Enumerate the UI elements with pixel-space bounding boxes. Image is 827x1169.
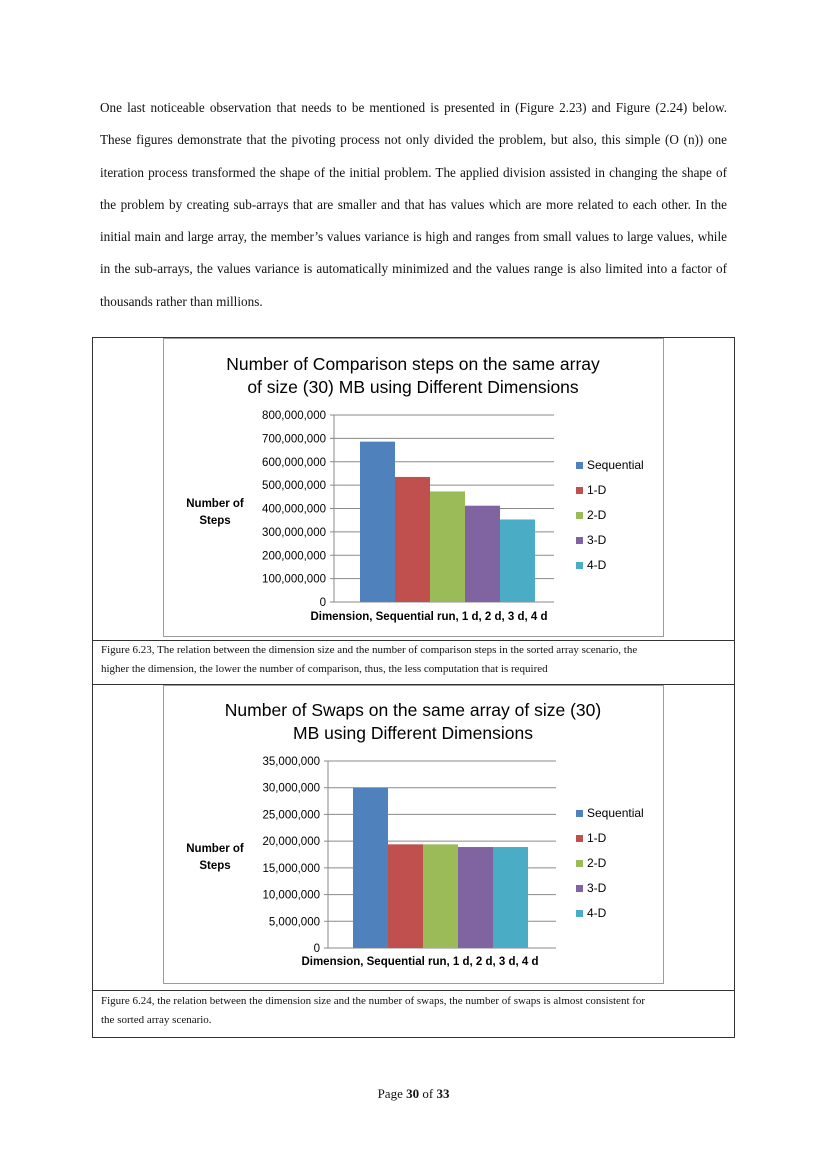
legend-label: 2-D [587, 856, 607, 870]
figure-table [92, 337, 735, 1038]
y-tick-label: 15,000,000 [262, 862, 320, 875]
y-axis-label: Number of [186, 843, 244, 855]
y-tick-label: 10,000,000 [262, 889, 320, 902]
y-tick-label: 500,000,000 [262, 480, 326, 493]
y-tick-label: 0 [313, 943, 320, 955]
y-tick-label: 600,000,000 [262, 456, 326, 469]
y-tick-label: 700,000,000 [262, 433, 326, 446]
chart-title: Number of Swaps on the same array of size (30) [224, 700, 602, 720]
footer-page-number: 30 [406, 1086, 420, 1101]
bar-2-d [430, 491, 465, 602]
bar-3-d [458, 847, 493, 948]
footer-page-total: 33 [436, 1086, 450, 1101]
legend-swatch [576, 835, 583, 842]
legend-swatch [576, 562, 583, 569]
comparison-chart [163, 338, 664, 637]
y-tick-label: 20,000,000 [262, 836, 320, 849]
legend-label: 4-D [587, 558, 607, 572]
legend-swatch [576, 810, 583, 817]
legend-swatch [576, 512, 583, 519]
legend-swatch [576, 910, 583, 917]
legend-swatch [576, 885, 583, 892]
y-tick-label: 800,000,000 [262, 410, 326, 422]
body-paragraph [100, 92, 727, 318]
swaps-chart-svg [164, 686, 663, 983]
x-axis-label: Dimension, Sequential run, 1 d, 2 d, 3 d, 4 d [310, 611, 548, 623]
y-tick-label: 100,000,000 [262, 573, 326, 586]
legend-swatch [576, 487, 583, 494]
figure-caption-6-23 [101, 641, 728, 679]
body-paragraph-text: One last noticeable observation that needs to be mentioned is presented in (Figure 2.23) and Figure (2.24) below. These figures demonstrate that the pivoting process not only divided the problem, but also, this simple (O (n)) one iteration process transformed the shape of the initial problem. The applied division assisted in changing the shape of the problem by creating sub-arrays that are smaller and that has values which are more related to each other. In the initial main and large array, the member’s values variance is high and ranges from small values to large values, while in the sub-arrays, the values variance is automatically minimized and the values range is also limited into a factor of thousands rather than millions. [100, 100, 727, 309]
chart-title: of size (30) MB using Different Dimensions [247, 377, 579, 397]
bar-4-d [500, 519, 535, 602]
bar-sequential [353, 788, 388, 948]
bar-1-d [395, 477, 430, 602]
y-tick-label: 300,000,000 [262, 526, 326, 539]
y-tick-label: 25,000,000 [262, 809, 320, 822]
caption-line: Figure 6.24, the relation between the dimension size and the number of swaps, the number of swaps is almost consistent for [101, 995, 646, 1007]
caption-line: higher the dimension, the lower the number of comparison, thus, the less computation that is required [101, 663, 548, 675]
bar-3-d [465, 506, 500, 602]
comparison-chart-svg [164, 339, 663, 636]
legend-label: Sequential [587, 806, 644, 820]
legend-label: 1-D [587, 831, 607, 845]
figure-caption-6-24 [101, 992, 728, 1030]
y-axis-label: Number of [186, 498, 244, 510]
caption-line: the sorted array scenario. [101, 1014, 212, 1026]
legend-label: Sequential [587, 458, 644, 472]
y-tick-label: 0 [319, 597, 326, 609]
y-tick-label: 400,000,000 [262, 503, 326, 516]
swaps-chart [163, 685, 664, 984]
chart-title: Number of Comparison steps on the same array [226, 354, 600, 374]
bar-4-d [493, 847, 528, 948]
y-tick-label: 5,000,000 [268, 916, 320, 929]
legend-swatch [576, 462, 583, 469]
y-tick-label: 30,000,000 [262, 782, 320, 795]
legend-label: 3-D [587, 533, 607, 547]
legend-label: 2-D [587, 508, 607, 522]
y-axis-label: Steps [199, 860, 231, 872]
footer-of-label: of [422, 1086, 434, 1101]
legend-label: 1-D [587, 483, 607, 497]
legend-swatch [576, 537, 583, 544]
table-divider [93, 990, 734, 991]
bar-1-d [388, 844, 423, 948]
caption-line: Figure 6.23, The relation between the dimension size and the number of comparison steps in the sorted array scenario, the [101, 644, 638, 656]
bar-sequential [360, 442, 395, 602]
y-tick-label: 200,000,000 [262, 550, 326, 563]
y-tick-label: 35,000,000 [262, 756, 320, 768]
chart-title: MB using Different Dimensions [293, 723, 533, 743]
legend-swatch [576, 860, 583, 867]
page-footer [0, 1086, 827, 1102]
legend-label: 3-D [587, 881, 607, 895]
x-axis-label: Dimension, Sequential run, 1 d, 2 d, 3 d, 4 d [301, 956, 539, 968]
footer-page-label: Page [377, 1086, 403, 1101]
bar-2-d [423, 844, 458, 948]
legend-label: 4-D [587, 906, 607, 920]
y-axis-label: Steps [199, 515, 231, 527]
